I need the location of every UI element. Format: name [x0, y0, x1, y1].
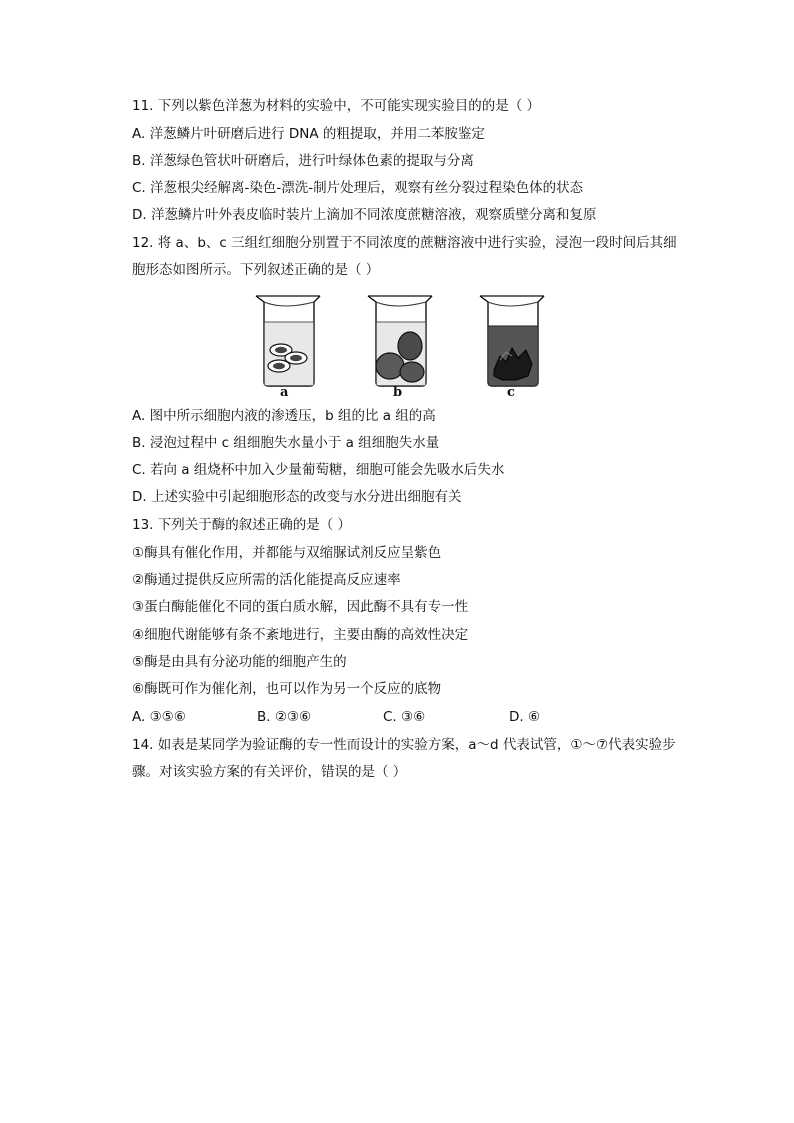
beaker-figure	[250, 290, 550, 402]
q11-stem: 11. 下列以紫色洋葱为材料的实验中，不可能实现实验目的的是（ ）	[132, 98, 541, 114]
q14-stem-line1: 14. 如表是某同学为验证酶的专一性而设计的实验方案，a～d 代表试管，①～⑦代表实验步	[132, 737, 676, 753]
q12-stem-line1: 12. 将 a、b、c 三组红细胞分别置于不同浓度的蔗糖溶液中进行实验，浸泡一段时间后其细	[132, 235, 677, 251]
figure-label-c: c	[507, 385, 515, 400]
q12-stem-line2: 胞形态如图所示。下列叙述正确的是（ ）	[132, 262, 380, 278]
beaker-c	[480, 296, 544, 386]
q13-statement-5: ⑤酶是由具有分泌功能的细胞产生的	[132, 654, 347, 670]
q14-stem-line2: 骤。对该实验方案的有关评价，错误的是（ ）	[132, 764, 407, 780]
q11-option-b: B. 洋葱绿色管状叶研磨后，进行叶绿体色素的提取与分离	[132, 153, 474, 169]
beaker-b	[368, 296, 432, 386]
q13-option-b: B. ②③⑥	[257, 709, 312, 725]
q12-option-a: A. 图中所示细胞内液的渗透压，b 组的比 a 组的高	[132, 408, 436, 424]
q13-statement-3: ③蛋白酶能催化不同的蛋白质水解，因此酶不具有专一性	[132, 599, 469, 615]
q13-option-c: C. ③⑥	[383, 709, 426, 725]
figure-label-a: a	[280, 385, 289, 400]
q11-option-a: A. 洋葱鳞片叶研磨后进行 DNA 的粗提取，并用二苯胺鉴定	[132, 126, 485, 142]
q11-option-d: D. 洋葱鳞片叶外表皮临时装片上滴加不同浓度蔗糖溶液，观察质壁分离和复原	[132, 207, 597, 223]
q13-statement-1: ①酶具有催化作用，并都能与双缩脲试剂反应呈紫色	[132, 545, 442, 561]
q13-statement-2: ②酶通过提供反应所需的活化能提高反应速率	[132, 572, 401, 588]
q12-option-b: B. 浸泡过程中 c 组细胞失水量小于 a 组细胞失水量	[132, 435, 440, 451]
figure-label-b: b	[393, 385, 403, 400]
q12-option-d: D. 上述实验中引起细胞形态的改变与水分进出细胞有关	[132, 489, 462, 505]
q13-stem: 13. 下列关于酶的叙述正确的是（ ）	[132, 517, 352, 533]
q11-option-c: C. 洋葱根尖经解离-染色-漂洗-制片处理后，观察有丝分裂过程染色体的状态	[132, 180, 584, 196]
q13-option-d: D. ⑥	[509, 709, 541, 725]
q12-option-c: C. 若向 a 组烧杯中加入少量葡萄糖，细胞可能会先吸水后失水	[132, 462, 505, 478]
beaker-a	[256, 296, 320, 386]
q13-option-a: A. ③⑤⑥	[132, 709, 186, 725]
q13-statement-4: ④细胞代谢能够有条不紊地进行，主要由酶的高效性决定	[132, 627, 469, 643]
q13-statement-6: ⑥酶既可作为催化剂，也可以作为另一个反应的底物	[132, 681, 442, 697]
